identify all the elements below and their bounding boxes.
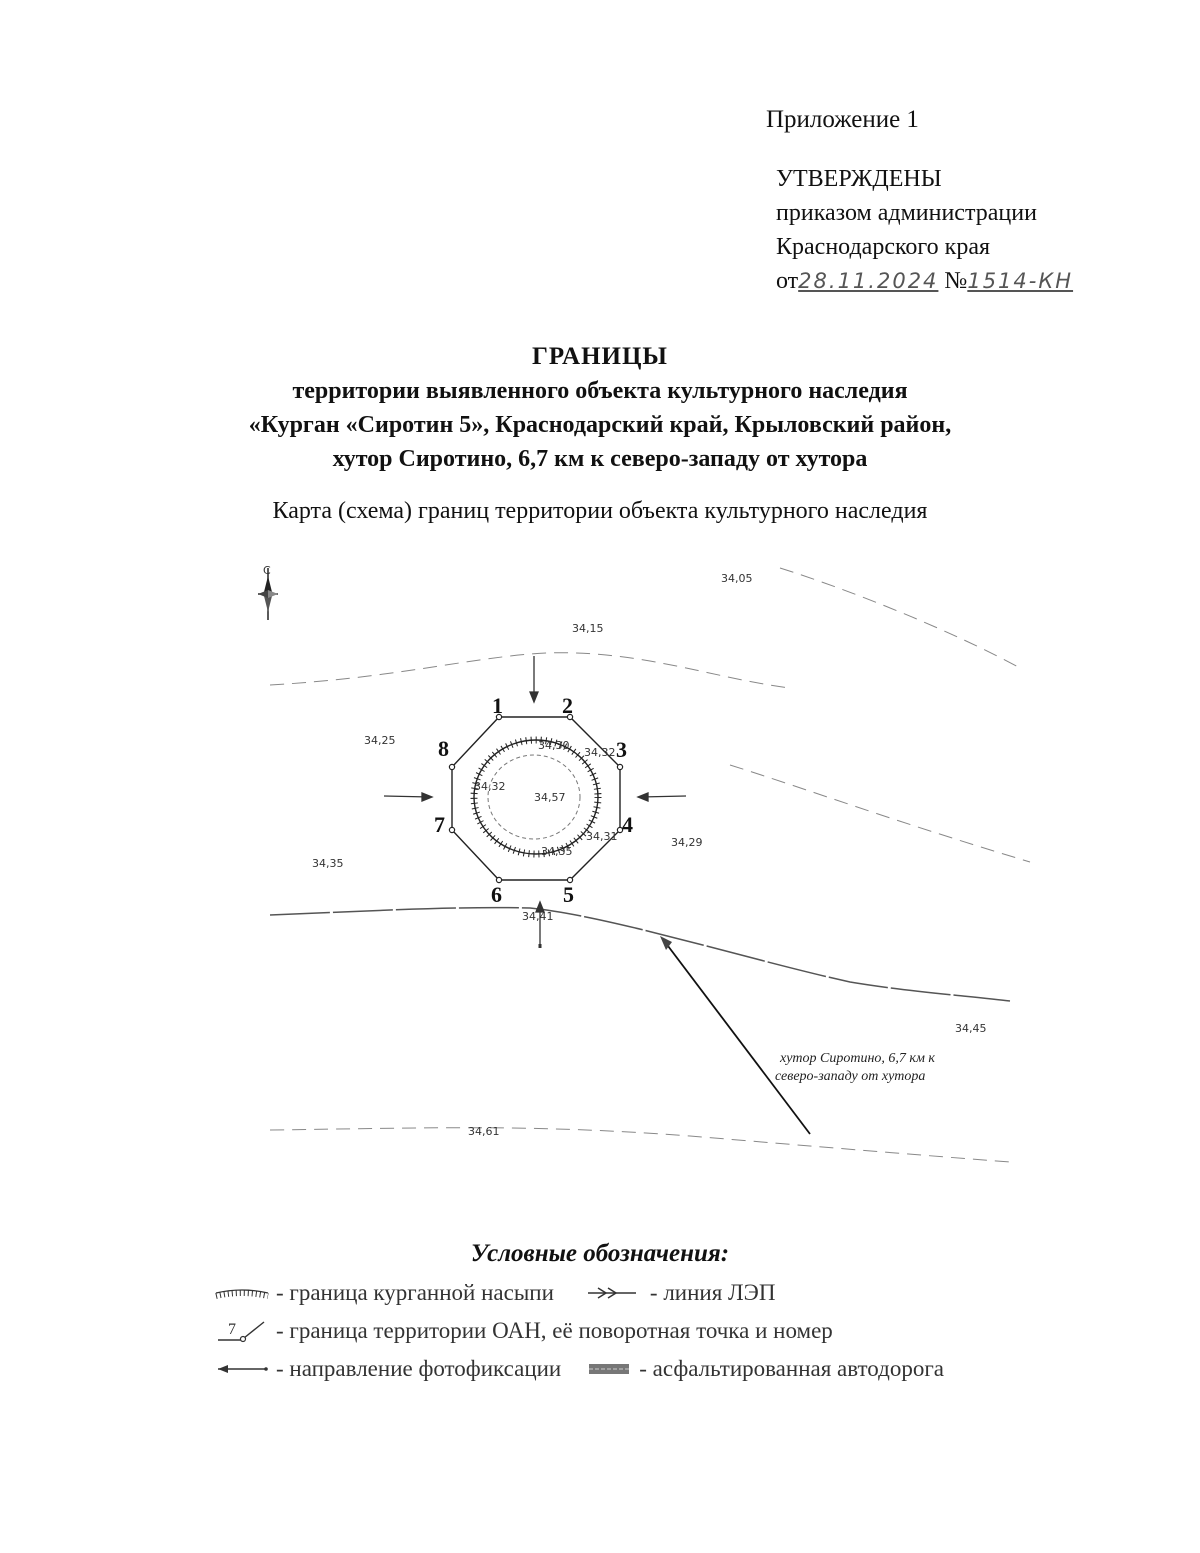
- power-line-icon: [584, 1283, 644, 1303]
- legend-mound-border: - граница курганной насыпи: [276, 1280, 554, 1305]
- title-line-2: «Курган «Сиротин 5», Краснодарский край, Крыловский район,: [248, 412, 952, 438]
- photo-direction-icon: [214, 1359, 270, 1379]
- elevation-label: 34,32: [474, 780, 506, 793]
- legend-oan-border: - граница территории ОАН, её поворотная точка и номер: [276, 1318, 833, 1343]
- order-date: 28.11.2024: [798, 269, 939, 293]
- region-label: Краснодарского края: [776, 234, 991, 260]
- elevation-label: 34,35: [312, 857, 344, 870]
- elevation-label: 34,32: [584, 746, 616, 759]
- title-line-3: хутор Сиротино, 6,7 км к северо-западу от хутора: [332, 446, 868, 472]
- direction-pointer-line: [665, 942, 810, 1134]
- point-2: 2: [562, 693, 573, 718]
- legend-row-1: [214, 1280, 775, 1306]
- point-1: 1: [492, 693, 503, 718]
- elevation-label: 34,30: [538, 739, 570, 752]
- map-canvas: [230, 550, 1050, 1230]
- elevation-label: 34,61: [468, 1125, 500, 1138]
- order-number: 1514-КН: [967, 269, 1074, 293]
- appendix-label: Приложение 1: [766, 106, 919, 133]
- oan-marker-number: 7: [228, 1321, 236, 1338]
- elevation-label: 34,05: [721, 572, 753, 585]
- by-order-label: приказом администрации: [776, 200, 1037, 226]
- point-7: 7: [434, 812, 445, 837]
- legend-power-line: - линия ЛЭП: [649, 1280, 776, 1305]
- title-heading: ГРАНИЦЫ: [532, 343, 668, 370]
- asphalt-road: [270, 908, 1010, 1001]
- title-line-1: территории выявленного объекта культурного наследия: [292, 378, 908, 404]
- elevation-label: 34,35: [541, 845, 573, 858]
- legend-asphalt-road: - асфальтированная автодорога: [639, 1356, 944, 1381]
- date-prefix: от: [776, 268, 799, 294]
- point-6: 6: [491, 882, 502, 907]
- document-title: [0, 340, 1200, 476]
- order-date-line: [776, 264, 1073, 298]
- legend-row-3: [214, 1356, 944, 1382]
- elevation-label: 34,57: [534, 791, 566, 804]
- photo-arrow-w-icon: [422, 793, 432, 801]
- elevation-label: 34,25: [364, 734, 396, 747]
- boundary-map: [230, 550, 1050, 1230]
- compass-letter: С: [263, 564, 271, 577]
- photo-arrow-e-icon: [638, 793, 648, 801]
- legend-row-2: [214, 1318, 833, 1344]
- elevation-label: 34,45: [955, 1022, 987, 1035]
- point-5: 5: [563, 882, 574, 907]
- point-8: 8: [438, 736, 449, 761]
- number-prefix: №: [944, 268, 968, 294]
- legend-photo-direction: - направление фотофиксации: [276, 1356, 562, 1381]
- elevation-label: 34,31: [586, 830, 618, 843]
- asphalt-road-icon: [585, 1359, 633, 1379]
- elevation-label: 34,29: [671, 836, 703, 849]
- direction-label-2: северо-западу от хутора: [775, 1069, 926, 1084]
- point-3: 3: [616, 737, 627, 762]
- approved-label: УТВЕРЖДЕНЫ: [776, 166, 942, 192]
- point-4: 4: [622, 812, 633, 837]
- elevation-label: 34,15: [572, 622, 604, 635]
- map-subtitle: Карта (схема) границ территории объекта культурного наследия: [272, 498, 928, 524]
- mound-border-icon: [214, 1283, 270, 1303]
- photo-arrow-n-icon: [530, 692, 538, 702]
- direction-label-1: хутор Сиротино, 6,7 км к: [780, 1051, 935, 1066]
- approval-block: [776, 162, 1073, 298]
- elevation-label: 34,41: [522, 910, 554, 923]
- legend-title: Условные обозначения:: [470, 1240, 730, 1267]
- oan-turning-point-icon: [214, 1318, 270, 1344]
